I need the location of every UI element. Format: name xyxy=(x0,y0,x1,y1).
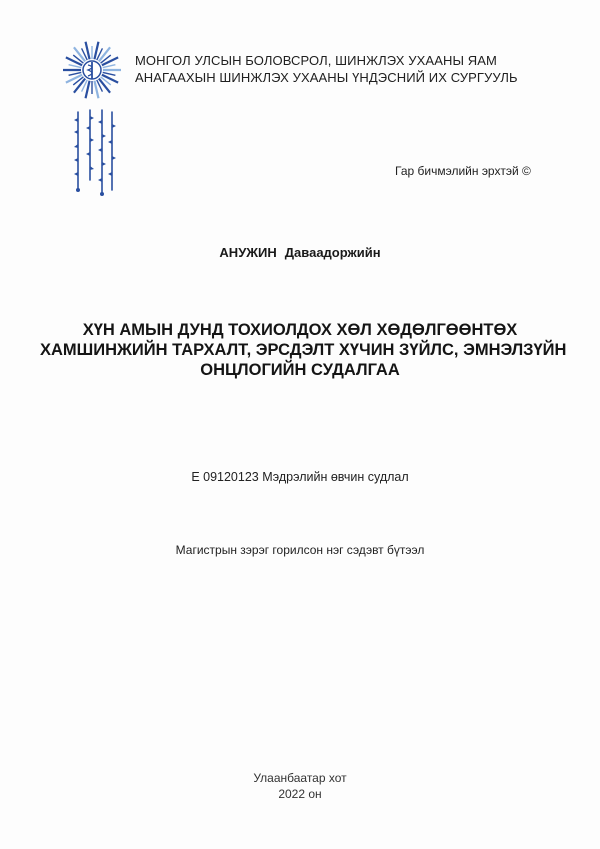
thesis-title-line-2: ХАМШИНЖИЙН ТАРХАЛТ, ЭРСДЭЛТ ХҮЧИН ЗҮЙЛС, ЭМНЭЛЗҮЙН xyxy=(40,341,567,359)
institution-line-1: МОНГОЛ УЛСЫН БОЛОВСРОЛ, ШИНЖЛЭХ УХААНЫ ЯАМ xyxy=(135,53,497,68)
thesis-title-line-1: ХҮН АМЫН ДУНД ТОХИОЛДОХ ХӨЛ ХӨДӨЛГӨӨНТӨХ xyxy=(82,321,518,339)
thesis-title xyxy=(40,320,567,380)
emblem-ray xyxy=(102,57,118,65)
thesis-title-line-3: ОНЦЛОГИЙН СУДАЛГАА xyxy=(200,361,400,379)
university-emblem xyxy=(62,40,122,210)
emblem-ray xyxy=(102,75,118,83)
university-emblem-icon xyxy=(62,40,122,210)
emblem-ray xyxy=(66,75,82,83)
emblem-ray xyxy=(66,57,82,65)
institution-line-2: АНАГААХЫН ШИНЖЛЭХ УХААНЫ ҮНДЭСНИЙ ИХ СУРГУУЛЬ xyxy=(135,69,518,85)
author-first-name: АНУЖИН xyxy=(219,245,277,260)
degree-statement: Магистрын зэрэг горилсон нэг сэдэвт бүтээл xyxy=(175,543,425,557)
year: 2022 он xyxy=(278,787,322,801)
author-last-name: Даваадоржийн xyxy=(284,245,381,260)
copyright-notice: Гар бичмэлийн эрхтэй © xyxy=(395,164,531,178)
institution-header xyxy=(135,53,518,86)
place-and-year xyxy=(0,770,600,802)
city: Улаанбаатар хот xyxy=(253,771,347,785)
author-name xyxy=(0,245,600,260)
specialty-code: E 09120123 Мэдрэлийн өвчин судлал xyxy=(191,470,409,484)
